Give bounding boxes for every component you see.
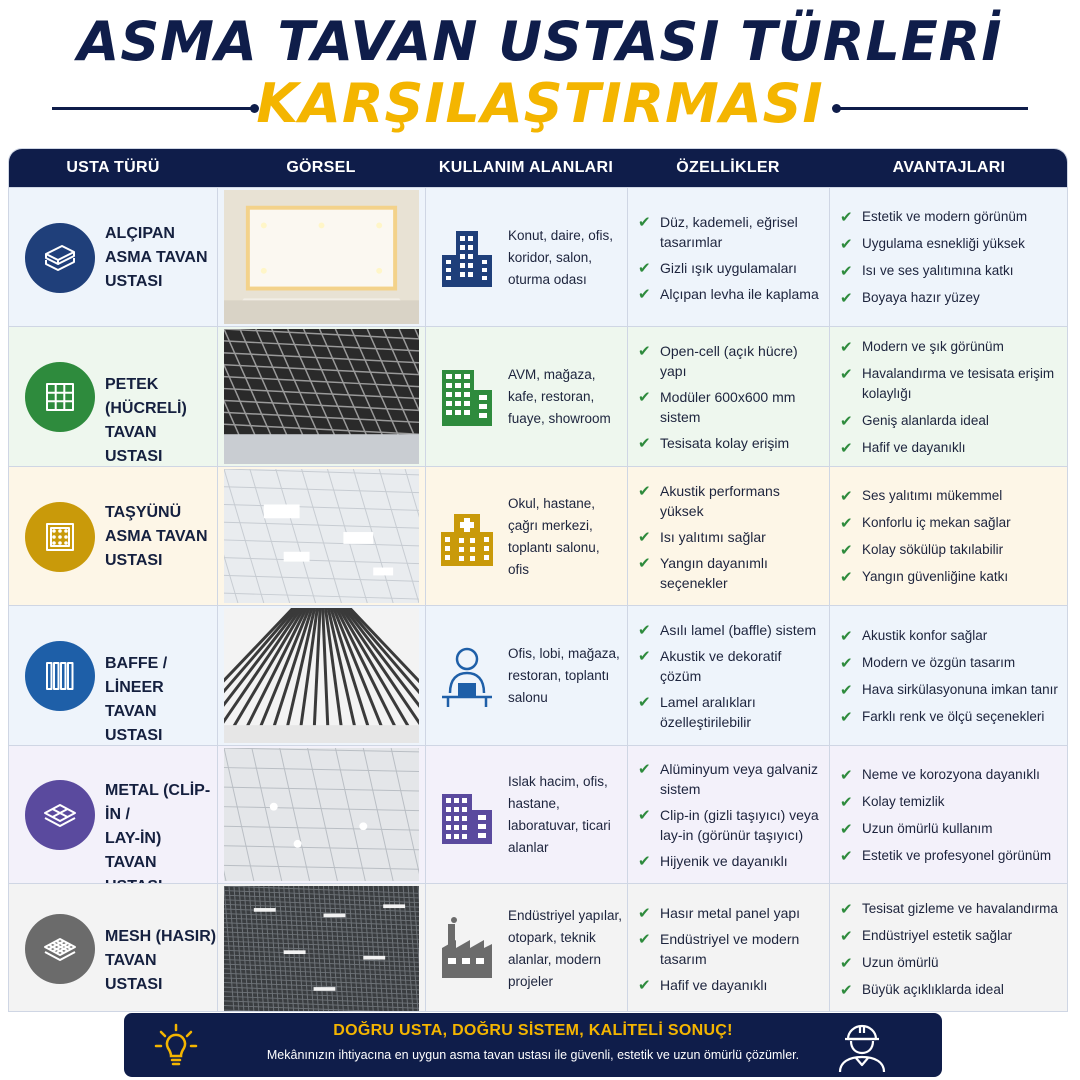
grid-cell-ceiling-icon	[40, 377, 80, 417]
header-avantajlar: AVANTAJLARI	[892, 159, 1006, 176]
advantage-text: Kolay sökülüp takılabilir	[862, 542, 1004, 557]
feature-item	[638, 975, 823, 995]
check-icon: ✔	[840, 820, 853, 838]
ozellikler-cell	[627, 327, 829, 466]
factory-icon	[438, 916, 496, 982]
check-icon: ✔	[638, 435, 651, 452]
check-icon: ✔	[638, 213, 651, 231]
metal-tiles-icon	[40, 795, 80, 835]
feature-text: Asılı lamel (baffle) sistem	[660, 622, 817, 638]
gorsel-cell	[217, 188, 425, 326]
table-row	[9, 326, 1068, 466]
shopping-mall-building-icon	[438, 364, 496, 430]
grid-cell-ceiling-badge	[25, 362, 95, 432]
advantage-item	[840, 411, 1063, 431]
check-icon: ✔	[840, 927, 853, 945]
hospital-building-icon	[438, 504, 496, 570]
advantage-text: Ses yalıtımı mükemmel	[862, 488, 1003, 503]
table-row	[9, 605, 1068, 745]
check-icon: ✔	[638, 694, 651, 711]
feature-text: Yangın dayanımlı seçenekler	[660, 554, 768, 591]
feature-text: Modüler 600x600 mm sistem	[660, 389, 796, 425]
feature-text: Hafif ve dayanıklı	[660, 977, 768, 993]
check-icon: ✔	[840, 209, 853, 226]
ozellikler-cell	[627, 746, 829, 883]
check-icon: ✔	[840, 236, 853, 253]
ceiling-photo	[224, 329, 419, 464]
ozellikler-cell	[627, 467, 829, 605]
usta-turu-cell	[9, 188, 217, 326]
avantajlar-cell	[829, 746, 1068, 883]
advantage-item	[840, 792, 1063, 812]
advantage-item	[840, 926, 1063, 946]
table-row	[9, 883, 1068, 1012]
header-kullanim: KULLANIM ALANLARI	[438, 159, 614, 176]
advantage-text: Geniş alanlarda ideal	[862, 412, 989, 428]
rockwool-panel-badge	[25, 502, 95, 572]
header-ozellikler: ÖZELLİKLER	[676, 159, 780, 176]
feature-text: Lamel aralıkları özelleştirilebilir	[660, 694, 756, 730]
check-icon: ✔	[638, 528, 651, 546]
check-icon: ✔	[840, 708, 853, 726]
advantage-text: Farklı renk ve ölçü seçenekleri	[862, 708, 1045, 724]
advantage-text: Büyük açıklıklarda ideal	[862, 981, 1004, 997]
feature-text: Alçıpan levha ile kaplama	[660, 285, 819, 302]
usta-turu-label: PETEK (HÜCRELİ) TAVAN USTASI	[105, 376, 187, 465]
check-icon: ✔	[840, 981, 853, 999]
check-icon: ✔	[840, 542, 853, 559]
ozellikler-cell	[627, 606, 829, 745]
check-icon: ✔	[840, 954, 853, 972]
check-icon: ✔	[638, 259, 651, 277]
check-icon: ✔	[840, 654, 853, 672]
avantajlar-cell	[829, 327, 1068, 466]
construction-worker-icon	[832, 1019, 892, 1073]
advantage-item	[840, 337, 1063, 357]
feature-text: Akustik performans yüksek	[660, 482, 780, 519]
advantage-text: Estetik ve profesyonel görünüm	[862, 847, 1052, 863]
advantage-item	[840, 486, 1063, 506]
check-icon: ✔	[840, 365, 853, 383]
feature-text: Akustik ve dekoratif çözüm	[660, 648, 782, 684]
advantage-text: Boyaya hazır yüzey	[862, 290, 980, 305]
table-row	[9, 187, 1068, 326]
advantage-text: Konforlu iç mekan sağlar	[862, 515, 1011, 530]
feature-item	[638, 692, 823, 732]
ozellikler-list	[638, 481, 823, 599]
advantage-text: Kolay temizlik	[862, 793, 945, 809]
page-subtitle: KARŞILAŞTIRMASI	[256, 72, 824, 135]
mesh-panel-icon	[40, 929, 80, 969]
header-gorsel: GÖRSEL	[286, 159, 356, 176]
feature-item	[638, 284, 823, 304]
gorsel-cell	[217, 884, 425, 1012]
advantage-text: Modern ve şık görünüm	[862, 338, 1004, 354]
avantajlar-cell	[829, 884, 1068, 1012]
feature-item	[638, 646, 823, 686]
avantajlar-list	[840, 626, 1063, 734]
metal-tiles-badge	[25, 780, 95, 850]
ozellikler-list	[638, 903, 823, 1001]
check-icon: ✔	[840, 900, 853, 918]
ceiling-photo	[224, 886, 419, 1011]
check-icon: ✔	[638, 389, 651, 406]
gorsel-cell	[217, 606, 425, 745]
usta-turu-cell	[9, 884, 217, 1012]
check-icon: ✔	[638, 554, 651, 572]
advantage-item	[840, 653, 1063, 673]
check-icon: ✔	[840, 847, 853, 865]
footer-banner	[124, 1013, 942, 1077]
kullanim-text: Endüstriyel yapılar, otopark, teknik alanlar, modern projeler	[508, 908, 623, 989]
feature-text: Düz, kademeli, eğrisel tasarımlar	[660, 213, 798, 250]
avantajlar-list	[840, 899, 1063, 1007]
avantajlar-cell	[829, 188, 1068, 326]
feature-text: Open-cell (açık hücre) yapı	[660, 343, 798, 379]
linear-baffle-badge	[25, 641, 95, 711]
feature-item	[638, 851, 823, 871]
advantage-item	[840, 626, 1063, 646]
title-divider-right	[838, 107, 1028, 110]
avantajlar-list	[840, 765, 1063, 873]
usta-turu-cell	[9, 746, 217, 883]
usta-turu-label: MESH (HASIR) TAVAN USTASI	[105, 928, 217, 993]
feature-item	[638, 527, 823, 547]
advantage-text: Uzun ömürlü kullanım	[862, 820, 993, 836]
rockwool-panel-icon	[40, 517, 80, 557]
page-title: ASMA TAVAN USTASI TÜRLERİ	[77, 10, 1003, 73]
usta-turu-cell	[9, 467, 217, 605]
feature-item	[638, 387, 823, 427]
check-icon: ✔	[840, 793, 853, 811]
kullanim-cell	[425, 327, 627, 466]
check-icon: ✔	[638, 977, 651, 994]
check-icon: ✔	[638, 648, 651, 665]
advantage-item	[840, 819, 1063, 839]
drywall-boards-badge	[25, 223, 95, 293]
kullanim-text: Islak hacim, ofis, hastane, laboratuvar, ticari alanlar	[508, 774, 611, 855]
usta-turu-label: ALÇIPAN ASMA TAVAN USTASI	[105, 224, 208, 290]
usta-turu-label: TAŞYÜNÜ ASMA TAVAN USTASI	[105, 503, 208, 569]
advantage-item	[840, 438, 1063, 458]
title-area	[0, 0, 1080, 148]
linear-baffle-icon	[40, 656, 80, 696]
check-icon: ✔	[840, 338, 853, 356]
kullanim-text: AVM, mağaza, kafe, restoran, fuaye, showroom	[508, 367, 611, 426]
check-icon: ✔	[638, 343, 651, 360]
avantajlar-list	[840, 207, 1063, 315]
check-icon: ✔	[638, 853, 651, 870]
advantage-item	[840, 288, 1063, 308]
drywall-boards-icon	[40, 238, 80, 278]
table-header	[9, 149, 1068, 187]
kullanim-cell	[425, 188, 627, 326]
gorsel-cell	[217, 467, 425, 605]
feature-item	[638, 929, 823, 969]
check-icon: ✔	[638, 931, 651, 948]
advantage-item	[840, 846, 1063, 866]
feature-text: Endüstriyel ve modern tasarım	[660, 931, 800, 967]
ozellikler-cell	[627, 188, 829, 326]
comparison-table	[8, 148, 1068, 1012]
advantage-text: Hafif ve dayanıklı	[862, 439, 966, 455]
usta-turu-cell	[9, 327, 217, 466]
ceiling-photo	[224, 748, 419, 881]
kullanim-cell	[425, 884, 627, 1012]
advantage-text: Endüstriyel estetik sağlar	[862, 927, 1013, 943]
check-icon: ✔	[638, 761, 651, 778]
advantage-text: Uygulama esnekliği yüksek	[862, 236, 1025, 251]
advantage-text: Hava sirkülasyonuna imkan tanır	[862, 681, 1058, 697]
advantage-text: Modern ve özgün tasarım	[862, 654, 1016, 670]
advantage-item	[840, 765, 1063, 785]
usta-turu-cell	[9, 606, 217, 745]
feature-item	[638, 903, 823, 923]
advantage-item	[840, 513, 1063, 533]
advantage-item	[840, 953, 1063, 973]
feature-text: Hasır metal panel yapı	[660, 905, 801, 921]
header-usta-turu: USTA TÜRÜ	[66, 159, 160, 176]
kullanim-cell	[425, 467, 627, 605]
check-icon: ✔	[840, 290, 853, 307]
ozellikler-list	[638, 759, 823, 877]
check-icon: ✔	[840, 488, 853, 505]
ozellikler-list	[638, 620, 823, 738]
advantage-item	[840, 680, 1063, 700]
kullanim-cell	[425, 606, 627, 745]
advantage-item	[840, 567, 1063, 587]
footer-title: DOĞRU USTA, DOĞRU SİSTEM, KALİTELİ SONUÇ!	[333, 1022, 733, 1039]
table-row	[9, 466, 1068, 605]
kullanim-text: Okul, hastane, çağrı merkezi, toplantı salonu, ofis	[508, 495, 600, 577]
ceiling-photo	[224, 190, 419, 324]
ozellikler-list	[638, 341, 823, 459]
kullanim-text: Konut, daire, ofis, koridor, salon, oturma odası	[508, 227, 614, 287]
feature-item	[638, 433, 823, 453]
advantage-text: Isı ve ses yalıtımına katkı	[862, 263, 1014, 278]
feature-item	[638, 805, 823, 845]
kullanim-cell	[425, 746, 627, 883]
kullanim-text: Ofis, lobi, mağaza, restoran, toplantı salonu	[508, 646, 620, 705]
ozellikler-cell	[627, 884, 829, 1012]
ceiling-photo	[224, 608, 419, 743]
advantage-text: Havalandırma ve tesisata erişim kolaylığı	[862, 365, 1055, 401]
check-icon: ✔	[840, 439, 853, 457]
lab-building-icon	[438, 782, 496, 848]
avantajlar-list	[840, 337, 1063, 465]
office-worker-desk-icon	[438, 643, 496, 709]
advantage-item	[840, 207, 1063, 227]
advantage-item	[840, 364, 1063, 404]
feature-item	[638, 341, 823, 381]
check-icon: ✔	[840, 766, 853, 784]
check-icon: ✔	[840, 515, 853, 532]
title-divider-dot-right	[832, 104, 841, 113]
advantage-text: Neme ve korozyona dayanıklı	[862, 766, 1040, 782]
ozellikler-list	[638, 212, 823, 310]
feature-item	[638, 620, 823, 640]
check-icon: ✔	[638, 622, 651, 639]
ceiling-photo	[224, 469, 419, 603]
advantage-item	[840, 234, 1063, 254]
advantage-text: Tesisat gizleme ve havalandırma	[862, 900, 1058, 916]
advantage-item	[840, 261, 1063, 281]
feature-item	[638, 258, 823, 278]
check-icon: ✔	[840, 412, 853, 430]
advantage-item	[840, 540, 1063, 560]
check-icon: ✔	[638, 905, 651, 922]
advantage-item	[840, 980, 1063, 1000]
check-icon: ✔	[840, 569, 853, 586]
advantage-item	[840, 899, 1063, 919]
usta-turu-label: METAL (CLİP-İN / LAY-İN) TAVAN	[105, 782, 211, 871]
feature-item	[638, 212, 823, 252]
feature-text: Clip-in (gizli taşıyıcı) veya lay-in (görünür taşıyıcı)	[660, 807, 819, 843]
check-icon: ✔	[840, 263, 853, 280]
feature-item	[638, 759, 823, 799]
office-building-icon	[438, 225, 496, 291]
gorsel-cell	[217, 327, 425, 466]
feature-text: Isı yalıtımı sağlar	[660, 528, 766, 545]
advantage-text: Estetik ve modern görünüm	[862, 209, 1028, 224]
check-icon: ✔	[840, 627, 853, 645]
check-icon: ✔	[638, 807, 651, 824]
feature-item	[638, 481, 823, 521]
avantajlar-cell	[829, 467, 1068, 605]
advantage-item	[840, 707, 1063, 727]
check-icon: ✔	[638, 482, 651, 500]
avantajlar-list	[840, 486, 1063, 594]
feature-text: Tesisata kolay erişim	[660, 435, 790, 451]
advantage-text: Akustik konfor sağlar	[862, 627, 988, 643]
feature-text: Hijyenik ve dayanıklı	[660, 853, 788, 869]
advantage-text: Yangın güvenliğine katkı	[862, 569, 1009, 584]
check-icon: ✔	[840, 681, 853, 699]
advantage-text: Uzun ömürlü	[862, 954, 939, 970]
table-row	[9, 745, 1068, 883]
footer-subtitle: Mekânınızın ihtiyacına en uygun asma tavan ustası ile güvenli, estetik ve uzun ömürlü çözümler.	[266, 1048, 800, 1062]
avantajlar-cell	[829, 606, 1068, 745]
usta-turu-label: BAFFE / LİNEER TAVAN USTASI	[105, 655, 168, 744]
mesh-panel-badge	[25, 914, 95, 984]
gorsel-cell	[217, 746, 425, 883]
feature-text: Alüminyum veya galvaniz sistem	[660, 761, 818, 797]
check-icon: ✔	[638, 285, 651, 303]
feature-item	[638, 553, 823, 593]
feature-text: Gizli ışık uygulamaları	[660, 259, 797, 276]
